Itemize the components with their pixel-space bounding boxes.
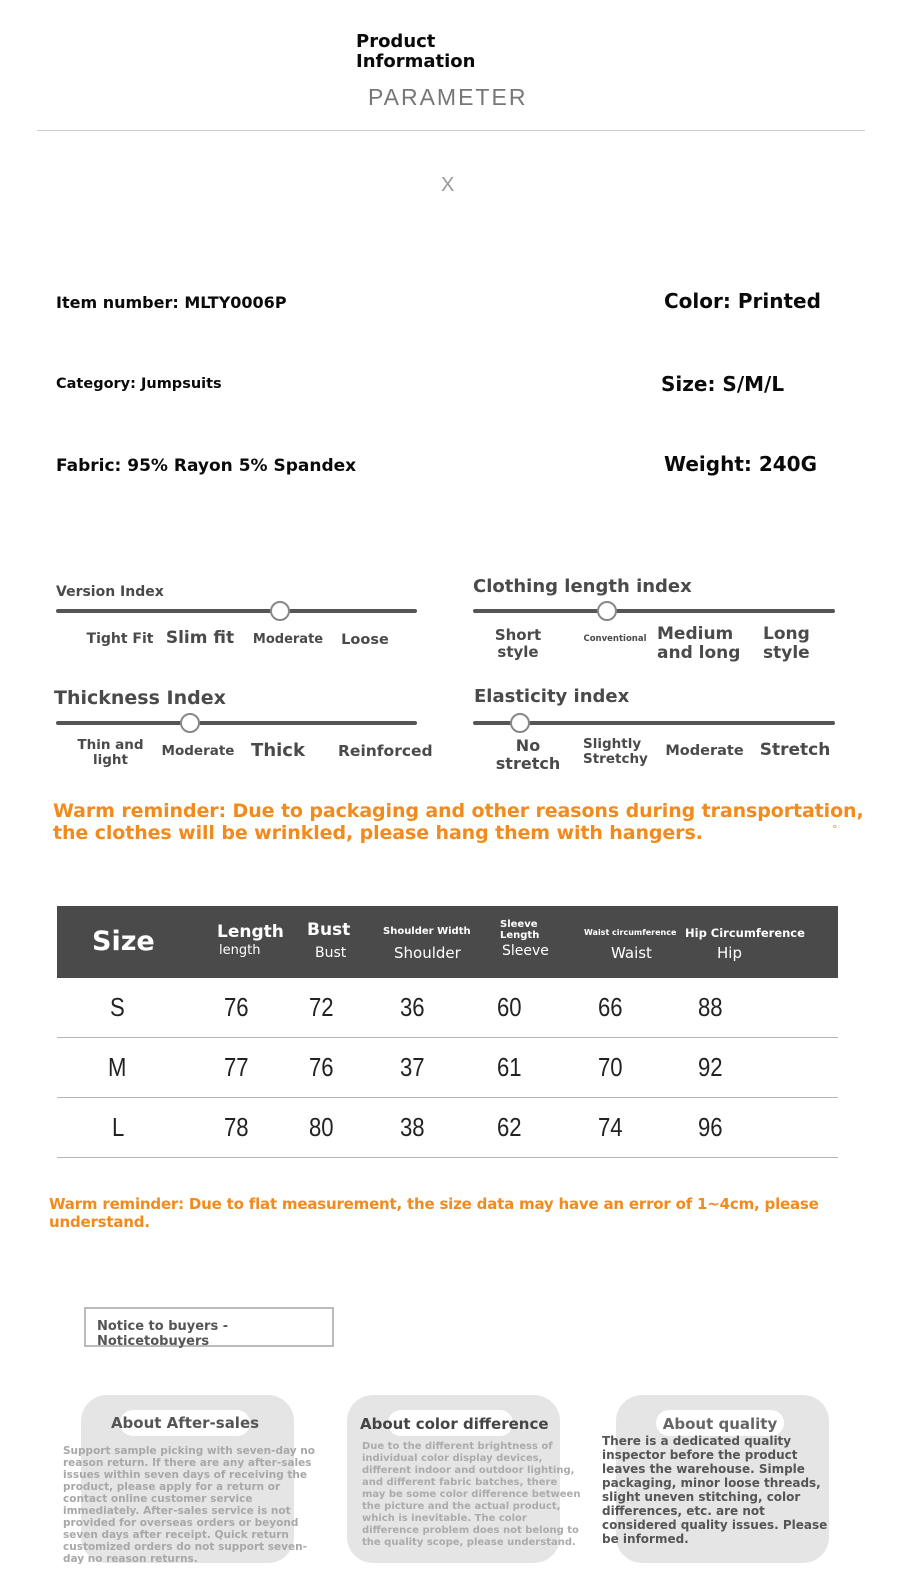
thickness-label-moderate: Moderate — [161, 743, 235, 759]
elasticity-index-title: Elasticity index — [474, 686, 630, 707]
quality-text: There is a dedicated quality inspector before the product leaves the warehouse. Simple packaging, minor loose threads, slight uneven stitching, color differences, etc. are not considered quality issues. Please be informed. — [602, 1434, 828, 1546]
cell-length: 76 — [224, 992, 249, 1022]
length-index-knob — [597, 601, 617, 621]
elasticity-label-slightly-stretchy: Slightly Stretchy — [583, 736, 648, 767]
cell-sleeve: 60 — [497, 992, 522, 1022]
cell-size: L — [112, 1112, 125, 1142]
header-divider — [37, 130, 865, 131]
cell-hip: 92 — [698, 1052, 723, 1082]
cell-shoulder: 38 — [400, 1112, 425, 1142]
item-number: Item number: MLTY0006P — [56, 293, 287, 312]
length-label-medium-long: Medium and long — [657, 624, 741, 663]
page-title: Product Information — [356, 31, 476, 72]
thickness-index-track — [56, 721, 417, 725]
elasticity-label-stretch: Stretch — [759, 740, 831, 760]
cell-length: 77 — [224, 1052, 249, 1082]
quality-title: About quality — [662, 1415, 778, 1433]
version-index-knob — [270, 601, 290, 621]
elasticity-label-moderate: Moderate — [665, 743, 744, 759]
after-sales-title: About After-sales — [110, 1414, 260, 1432]
cell-shoulder: 36 — [400, 992, 425, 1022]
thickness-label-thin-light: Thin and light — [77, 737, 144, 768]
length-label-short-style: Short style — [494, 626, 542, 661]
size-table-header — [57, 906, 838, 978]
cell-size: S — [110, 992, 125, 1022]
header-size: Size — [92, 926, 155, 957]
cell-sleeve: 61 — [497, 1052, 522, 1082]
fabric: Fabric: 95% Rayon 5% Spandex — [56, 456, 357, 476]
cell-waist: 70 — [598, 1052, 623, 1082]
cell-bust: 80 — [309, 1112, 334, 1142]
cell-shoulder: 37 — [400, 1052, 425, 1082]
cell-hip: 96 — [698, 1112, 723, 1142]
elasticity-label-no-stretch: No stretch — [495, 736, 561, 773]
table-row — [57, 978, 838, 1038]
version-index-title: Version Index — [56, 584, 164, 600]
length-index-track — [473, 609, 835, 613]
after-sales-text: Support sample picking with seven-day no reason return. If there are any after-sales issues within seven days of receiving the product, please apply for a return or contact online customer service immediately. After-sales service is not provided for overseas orders or beyond seven days after receipt. Quick return customized orders do not support seven-day no reason returns. — [63, 1445, 315, 1565]
size-table — [57, 906, 838, 1158]
reminder-mark: ° — [832, 823, 838, 836]
elasticity-index-knob — [510, 713, 530, 733]
thickness-index-knob — [180, 713, 200, 733]
header-sleeve: Sleeve Length — [500, 919, 540, 941]
header-bust-sub: Bust — [315, 945, 347, 961]
thickness-label-thick: Thick — [251, 740, 305, 761]
close-icon[interactable]: X — [441, 174, 455, 196]
version-label-tight-fit: Tight Fit — [86, 631, 154, 647]
header-waist-sub: Waist — [611, 944, 652, 962]
length-label-conventional: Conventional — [583, 634, 647, 644]
header-hip: Hip Circumference — [685, 926, 805, 940]
header-bust: Bust — [307, 920, 351, 940]
cell-size: M — [108, 1052, 127, 1082]
header-waist: Waist circumference — [584, 928, 677, 937]
header-length: Length — [217, 922, 284, 942]
cell-waist: 74 — [598, 1112, 623, 1142]
table-row — [57, 1038, 838, 1098]
header-shoulder-sub: Shoulder — [394, 944, 461, 962]
measurement-reminder: Warm reminder: Due to flat measurement, the size data may have an error of 1~4cm, please understand. — [49, 1195, 819, 1231]
color: Color: Printed — [664, 289, 821, 313]
cell-bust: 72 — [309, 992, 334, 1022]
table-row — [57, 1098, 838, 1158]
version-label-moderate: Moderate — [252, 632, 324, 647]
cell-bust: 76 — [309, 1052, 334, 1082]
thickness-index-title: Thickness Index — [54, 687, 226, 709]
color-difference-text: Due to the different brightness of individual color display devices, different indoor and outdoor lighting, and different fabric batches, there may be some color difference between the picture and the actual product, which is inevitable. The color difference problem does not belong to the quality scope, please understand. — [362, 1441, 581, 1548]
header-length-sub: length — [219, 943, 261, 958]
cell-waist: 66 — [598, 992, 623, 1022]
header-sleeve-sub: Sleeve — [502, 943, 549, 959]
header-hip-sub: Hip — [717, 944, 742, 962]
header-shoulder: Shoulder Width — [383, 926, 471, 937]
page-subtitle: PARAMETER — [368, 84, 528, 110]
cell-hip: 88 — [698, 992, 723, 1022]
length-label-long-style: Long style — [763, 624, 810, 663]
version-label-slim-fit: Slim fit — [165, 628, 235, 648]
category: Category: Jumpsuits — [56, 376, 222, 392]
packaging-reminder: Warm reminder: Due to packaging and other reasons during transportation, the clothes will be wrinkled, please hang them with hangers. — [53, 800, 864, 844]
thickness-label-reinforced: Reinforced — [338, 742, 433, 760]
size: Size: S/M/L — [661, 372, 785, 396]
cell-length: 78 — [224, 1112, 249, 1142]
notice-to-buyers-label: Notice to buyers - Noticetobuyers — [84, 1307, 334, 1347]
length-index-title: Clothing length index — [473, 576, 692, 597]
cell-sleeve: 62 — [497, 1112, 522, 1142]
version-label-loose: Loose — [341, 632, 389, 648]
weight: Weight: 240G — [664, 452, 818, 476]
color-difference-title: About color difference — [360, 1415, 549, 1433]
version-index-track — [56, 609, 417, 613]
